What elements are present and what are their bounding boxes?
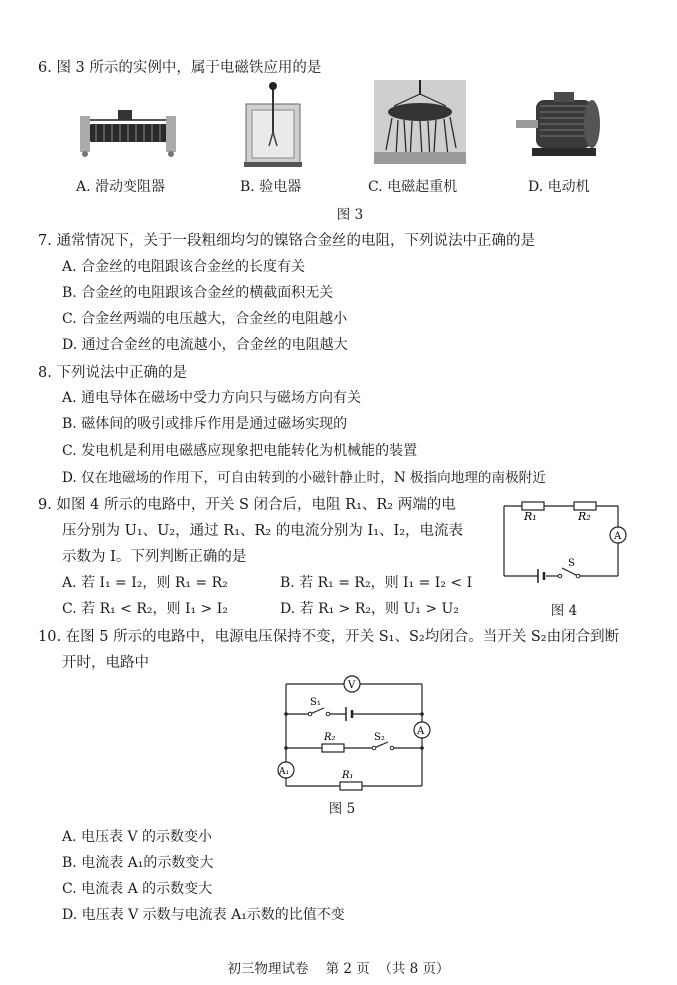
q7-option-a: A. 合金丝的电阻跟该合金丝的长度有关 <box>62 259 306 275</box>
electroscope-image <box>242 80 304 168</box>
q6-stem: 6. 图 3 所示的实例中，属于电磁铁应用的是 <box>38 60 322 76</box>
q9-stem-line-2: 压分别为 U₁、U₂，通过 R₁、R₂ 的电流分别为 I₁、I₂，电流表 <box>62 523 464 539</box>
fig5-ammeter1-label: A₁ <box>279 767 290 777</box>
fig4-ammeter-label: A <box>614 531 622 542</box>
q10-stem-line-2: 开时，电路中 <box>62 655 149 671</box>
q9-stem-line-3: 示数为 I。下列判断正确的是 <box>62 549 247 565</box>
fig4-r1-label: R₁ <box>524 510 537 523</box>
q9-option-a: A. 若 I₁ = I₂，则 R₁ = R₂ <box>62 575 228 591</box>
q10-option-c: C. 电流表 A 的示数变大 <box>62 881 213 897</box>
page-footer: 初三物理试卷 第 2 页 （共 8 页） <box>227 961 450 977</box>
q9-option-c: C. 若 R₁ < R₂，则 I₁ > I₂ <box>62 601 228 617</box>
q10-option-b: B. 电流表 A₁的示数变大 <box>62 855 214 871</box>
fig5-s1-label: S₁ <box>310 697 321 708</box>
fig4-switch-label: S <box>568 558 575 569</box>
fig4-r2-label: R₂ <box>578 510 591 523</box>
figure-3-caption: 图 3 <box>336 207 364 223</box>
figure-5-circuit <box>270 674 438 792</box>
fig5-voltmeter-label: V <box>348 680 356 691</box>
q8-option-a: A. 通电导体在磁场中受力方向只与磁场方向有关 <box>62 390 362 406</box>
q9-stem-line-1: 9. 如图 4 所示的电路中，开关 S 闭合后，电阻 R₁、R₂ 两端的电 <box>38 497 456 513</box>
q6-option-d: D. 电动机 <box>528 179 590 195</box>
q10-option-d: D. 电压表 V 示数与电流表 A₁示数的比值不变 <box>62 907 345 923</box>
q9-option-d: D. 若 R₁ > R₂，则 U₁ > U₂ <box>280 601 459 617</box>
q6-option-c: C. 电磁起重机 <box>368 179 458 195</box>
electromagnetic-crane-image <box>374 80 466 164</box>
fig5-r1-label: R₁ <box>342 770 354 781</box>
q10-stem-line-1: 10. 在图 5 所示的电路中，电源电压保持不变，开关 S₁、S₂均闭合。当开关 S₂由闭合到断 <box>38 629 620 645</box>
q8-option-b: B. 磁体间的吸引或排斥作用是通过磁场实现的 <box>62 416 348 432</box>
q9-option-b: B. 若 R₁ = R₂，则 I₁ = I₂ < I <box>280 575 473 591</box>
fig5-r2-label: R₂ <box>324 732 336 743</box>
figure-5-caption: 图 5 <box>328 801 356 817</box>
q8-stem: 8. 下列说法中正确的是 <box>38 365 187 381</box>
q7-option-b: B. 合金丝的电阻跟该合金丝的横截面积无关 <box>62 285 334 301</box>
q8-option-d: D. 仅在地磁场的作用下，可自由转到的小磁针静止时，N 极指向地理的南极附近 <box>62 470 546 486</box>
electric-motor-image <box>514 90 606 166</box>
q6-option-a: A. 滑动变阻器 <box>76 179 166 195</box>
rheostat-image <box>78 92 178 164</box>
q10-option-a: A. 电压表 V 的示数变小 <box>62 829 213 845</box>
figure-4-circuit <box>500 496 630 586</box>
fig5-s2-label: S₂ <box>374 732 385 743</box>
q8-option-c: C. 发电机是利用电磁感应现象把电能转化为机械能的装置 <box>62 443 418 459</box>
q7-option-d: D. 通过合金丝的电流越小，合金丝的电阻越大 <box>62 337 348 353</box>
q7-option-c: C. 合金丝两端的电压越大，合金丝的电阻越小 <box>62 311 348 327</box>
fig5-ammeter-label: A <box>417 726 425 737</box>
figure-4-caption: 图 4 <box>550 603 578 619</box>
q6-option-b: B. 验电器 <box>240 179 302 195</box>
q7-stem: 7. 通常情况下，关于一段粗细均匀的镍铬合金丝的电阻，下列说法中正确的是 <box>38 233 535 249</box>
